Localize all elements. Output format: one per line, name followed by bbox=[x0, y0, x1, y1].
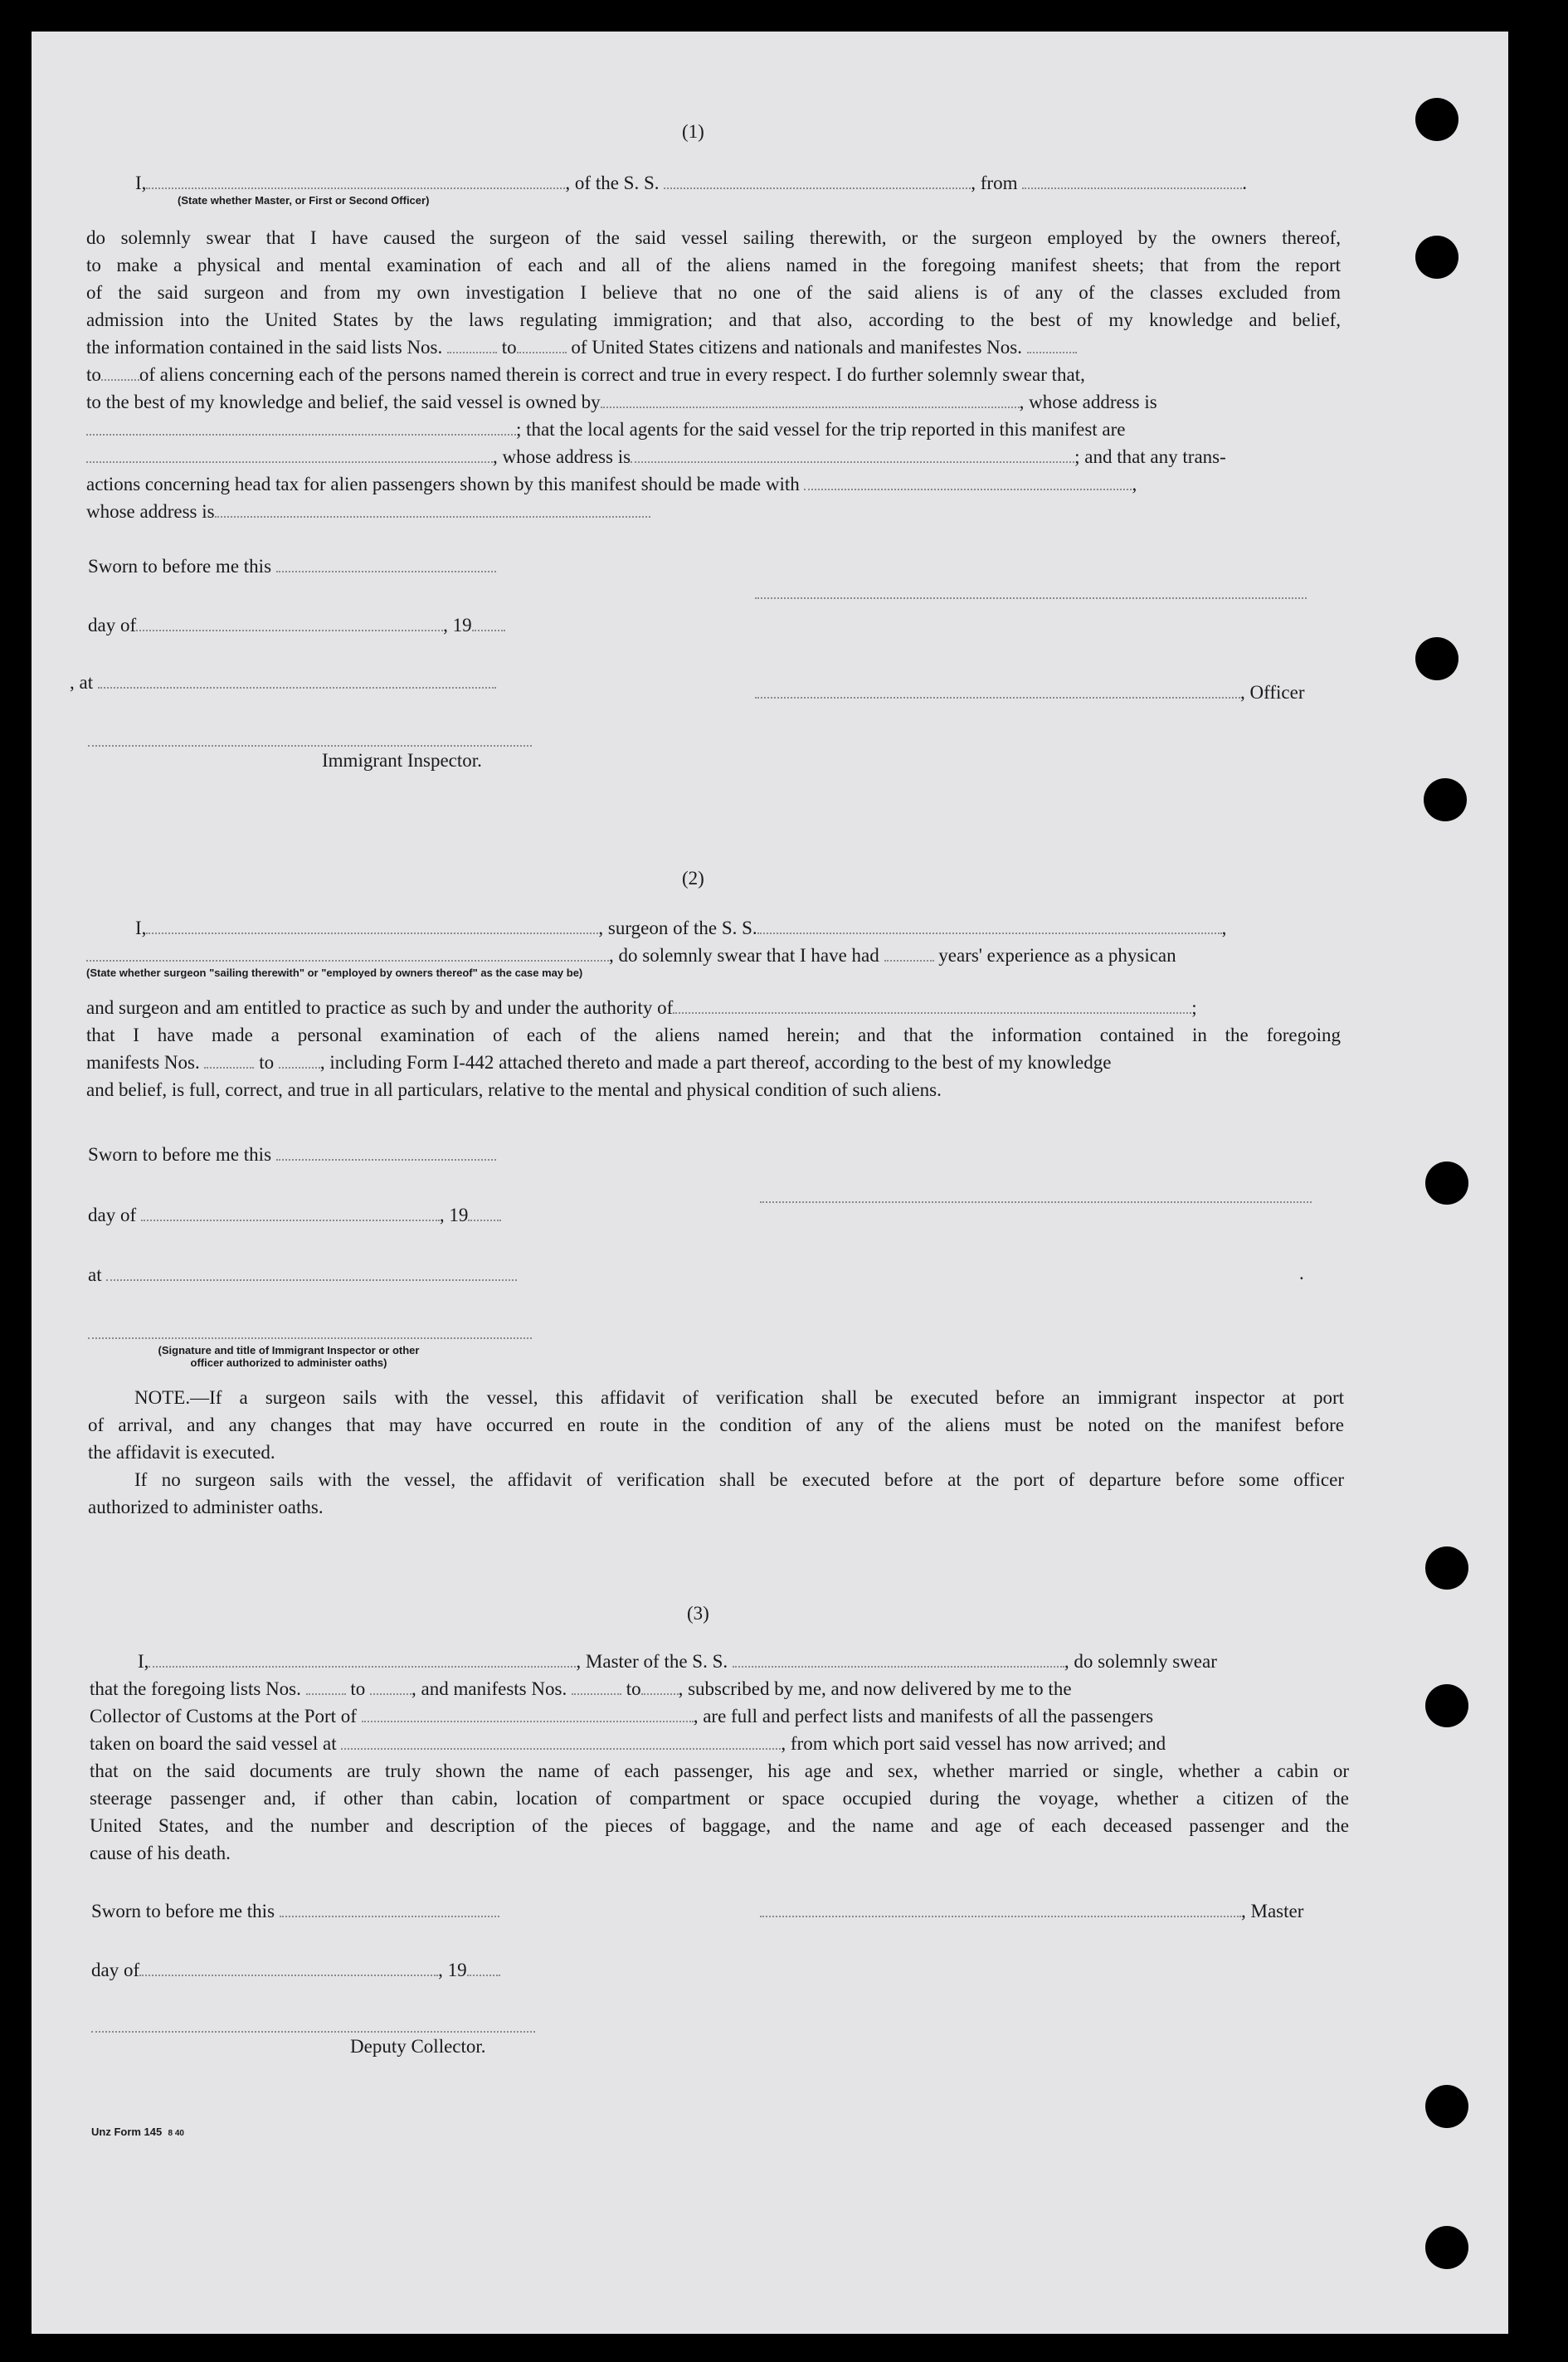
s1-line-10: , whose address is ; and that any trans- bbox=[86, 443, 1226, 470]
s2-at: at bbox=[88, 1261, 517, 1288]
form-number: Unz Form 145 8 40 bbox=[91, 2126, 184, 2138]
note-line-1: NOTE.—If a surgeon sails with the vessel, this affidavit of verification shall be executed before an immigrant inspector at port bbox=[134, 1387, 1344, 1408]
note-line-5: authorized to administer oaths. bbox=[88, 1497, 324, 1517]
s3-line-7: United States, and the number and description of the pieces of baggage, and the name and age of each deceased passenger and the bbox=[90, 1815, 1349, 1836]
form-page bbox=[32, 32, 1508, 2334]
note-line-4: If no surgeon sails with the vessel, the affidavit of verification shall be executed before at the port of departure before some officer bbox=[134, 1469, 1344, 1490]
punch-hole bbox=[1425, 1684, 1468, 1727]
s2-period: . bbox=[1299, 1263, 1304, 1283]
punch-hole bbox=[1415, 98, 1458, 141]
s3-line-4: taken on board the said vessel at , from which port said vessel has now arrived; and bbox=[90, 1730, 1166, 1757]
s3-master: , Master bbox=[760, 1897, 1303, 1925]
punch-hole bbox=[1425, 1162, 1468, 1205]
s1-line-9: ; that the local agents for the said vessel for the trip reported in this manifest are bbox=[86, 416, 1125, 443]
s1-line-12: whose address is bbox=[86, 498, 650, 525]
s3-line-2: that the foregoing lists Nos. to , and manifests Nos. to , subscribed by me, and now delivered by me to the bbox=[90, 1675, 1072, 1702]
punch-hole bbox=[1415, 236, 1458, 279]
note-line-3: the affidavit is executed. bbox=[88, 1442, 275, 1463]
punch-hole bbox=[1425, 2085, 1468, 2128]
s1-line-2: do solemnly swear that I have caused the surgeon of the said vessel sailing therewith, or the surgeon employed by the owners thereof, bbox=[86, 227, 1341, 248]
s2-line-6: and belief, is full, correct, and true in all particulars, relative to the mental and physical condition of such aliens. bbox=[86, 1079, 942, 1100]
s2-sworn: Sworn to before me this bbox=[88, 1141, 496, 1168]
s3-sworn: Sworn to before me this bbox=[91, 1897, 499, 1925]
s3-line-1: I, , Master of the S. S. , do solemnly swear bbox=[138, 1648, 1217, 1675]
s2-line-1: I, , surgeon of the S. S. , bbox=[135, 914, 1226, 942]
s1-line-6: the information contained in the said lists Nos. to of United States citizens and nationals and manifestes Nos. bbox=[86, 334, 1077, 361]
punch-hole bbox=[1415, 637, 1458, 680]
punch-hole bbox=[1424, 778, 1467, 821]
note-line-2: of arrival, and any changes that may have occurred en route in the condition of any of the aliens must be noted on the manifest before bbox=[88, 1415, 1344, 1435]
s3-line-8: cause of his death. bbox=[90, 1843, 231, 1863]
s3-line-6: steerage passenger and, if other than cabin, location of compartment or space occupied during the voyage, whether a citizen of the bbox=[90, 1788, 1349, 1809]
s1-line-7: to of aliens concerning each of the persons named therein is correct and true in every respect. I do further solemnly swear that, bbox=[86, 361, 1085, 388]
punch-hole bbox=[1425, 2226, 1468, 2269]
immigrant-inspector-label: Immigrant Inspector. bbox=[322, 750, 482, 771]
s1-officer: , Officer bbox=[755, 679, 1304, 706]
s2-line-5: manifests Nos. to , including Form I-442 attached thereto and made a part thereof, according to the best of my knowledge bbox=[86, 1049, 1111, 1076]
s2-line-3: and surgeon and am entitled to practice as such by and under the authority of ; bbox=[86, 994, 1197, 1021]
deputy-collector-label: Deputy Collector. bbox=[350, 2036, 486, 2057]
s1-at: , at bbox=[70, 669, 496, 696]
surgeon-type-note: (State whether surgeon "sailing therewith" or "employed by owners thereof" as the case may be) bbox=[86, 967, 583, 979]
s1-line-5: admission into the United States by the laws regulating immigration; and that also, according to the best of my knowledge and belief, bbox=[86, 309, 1341, 330]
section-number: (2) bbox=[682, 868, 704, 889]
officer-rank-note: (State whether Master, or First or Second Officer) bbox=[178, 194, 430, 207]
s3-line-3: Collector of Customs at the Port of , are full and perfect lists and manifests of all the passengers bbox=[90, 1702, 1153, 1730]
s1-line-4: of the said surgeon and from my own investigation I believe that no one of the said aliens is of any of the classes excluded from bbox=[86, 282, 1341, 303]
s1-line-3: to make a physical and mental examination of each and all of the aliens named in the foregoing manifest sheets; that from the report bbox=[86, 255, 1341, 275]
s3-line-5: that on the said documents are truly shown the name of each passenger, his age and sex, whether married or single, whether a cabin or bbox=[90, 1761, 1349, 1781]
s1-line-1: I, , of the S. S. , from . bbox=[135, 169, 1247, 197]
s1-signature-line[interactable] bbox=[755, 597, 1307, 599]
s2-dayof: day of , 19 bbox=[88, 1201, 501, 1229]
s1-line-11: actions concerning head tax for alien passengers shown by this manifest should be made with , bbox=[86, 470, 1137, 498]
section-number: (1) bbox=[682, 121, 704, 142]
s2-line-4: that I have made a personal examination of each of the aliens named herein; and that the information contained in the foregoing bbox=[86, 1025, 1341, 1045]
signature-title-note: (Signature and title of Immigrant Inspector or other officer authorized to administer oaths) bbox=[158, 1344, 420, 1369]
s2-inspector-signature-line[interactable] bbox=[88, 1337, 532, 1339]
s1-line-8: to the best of my knowledge and belief, the said vessel is owned by , whose address is bbox=[86, 388, 1157, 416]
s2-signature-line[interactable] bbox=[760, 1201, 1312, 1203]
s1-dayof: day of , 19 bbox=[88, 611, 505, 639]
s2-line-2: , do solemnly swear that I have had years' experience as a physican bbox=[86, 942, 1176, 969]
punch-hole bbox=[1425, 1546, 1468, 1590]
section-number: (3) bbox=[687, 1603, 709, 1624]
s1-sworn: Sworn to before me this bbox=[88, 553, 496, 580]
s3-dayof: day of , 19 bbox=[91, 1956, 500, 1984]
